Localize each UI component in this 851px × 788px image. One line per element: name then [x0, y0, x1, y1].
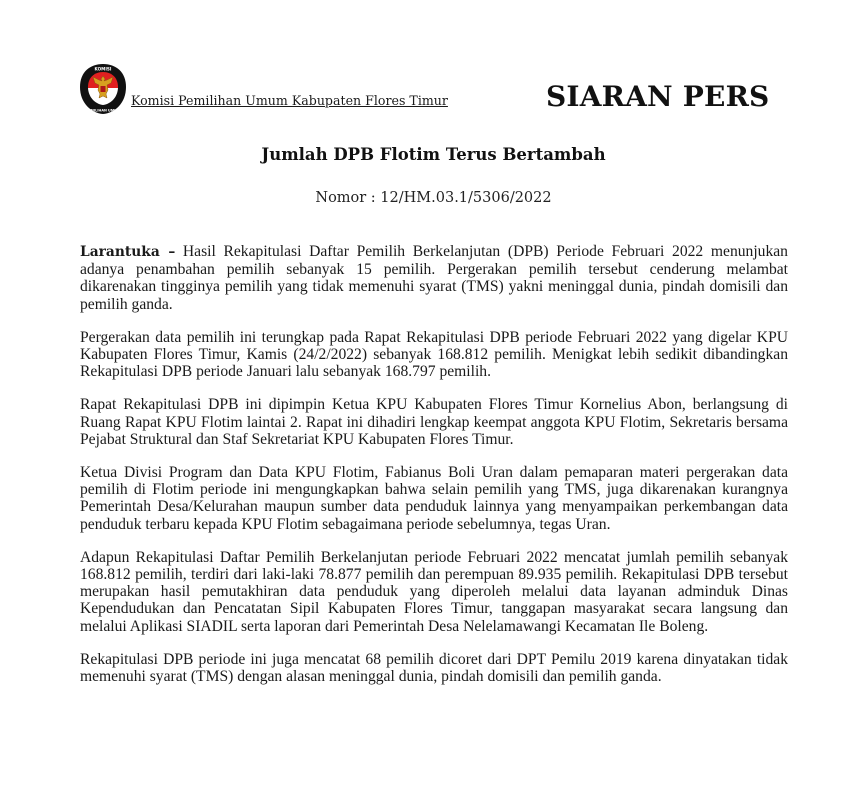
kpu-garuda-emblem-icon — [78, 63, 128, 115]
document-number: Nomor : 12/HM.03.1/5306/2022 — [315, 190, 552, 206]
paragraph-1 — [80, 243, 788, 313]
organization-name: Komisi Pemilihan Umum Kabupaten Flores Timur — [131, 93, 448, 108]
paragraph-4: Ketua Divisi Program dan Data KPU Flotim, Fabianus Boli Uran dalam pemaparan materi pergerakan data pemilih di Flotim periode ini mengungkapkan bahwa selain pemilih yang TMS, juga dikarenakan kurangnya Pemerintah Desa/Kelurahan maupun sumber data penduduk lainnya yang menyampaikan perkembangan data penduduk terbaru kepada KPU Flotim sebagaimana periode sebelumnya, tegas Uran. — [80, 464, 788, 533]
paragraph-5: Adapun Rekapitulasi Daftar Pemilih Berkelanjutan periode Februari 2022 mencatat jumlah pemilih sebanyak 168.812 pemilih, terdiri dari laki-laki 78.877 pemilih dan perempuan 89.935 pemilih. Rekapitulasi DPB tersebut merupakan hasil pemutakhiran data penduduk yang diperoleh melalui data layanan adminduk Dinas Kependudukan dan Pencatatan Sipil Kabupaten Flores Timur, tanggapan masyarakat secara langsung dan melalui Aplikasi SIADIL serta laporan dari Pemerintah Desa Nelelamawangi Kecamatan Ile Boleng. — [80, 548, 788, 635]
paragraph-3: Rapat Rekapitulasi DPB ini dipimpin Ketua KPU Kabupaten Flores Timur Kornelius Abon, berlangsung di Ruang Rapat KPU Flotim laintai 2. Rapat ini dihadiri lengkap keempat anggota KPU Flotim, Sekretaris bersama Pejabat Struktural dan Staf Sekretariat KPU Kabupaten Flores Timur. — [80, 396, 788, 448]
logo-ring-text-bottom: PEMILIHAN UMUM — [85, 108, 121, 113]
paragraph-2: Pergerakan data pemilih ini terungkap pada Rapat Rekapitulasi DPB periode Februari 2022 yang digelar KPU Kabupaten Flores Timur, Kamis (24/2/2022) sebanyak 168.812 pemilih. Menigkat lebih sedikit dibandingkan Rekapitulasi DPB periode Januari lalu sebanyak 168.797 pemilih. — [80, 328, 788, 381]
press-release-body — [80, 243, 788, 701]
document-type-heading: SIARAN PERS — [546, 80, 770, 113]
paragraph-6: Rekapitulasi DPB periode ini juga mencatat 68 pemilih dicoret dari DPT Pemilu 2019 karena dinyatakan tidak memenuhi syarat (TMS) dengan alasan meninggal dunia, pindah domisili dan pemilih ganda. — [80, 650, 788, 686]
press-release-title: Jumlah DPB Flotim Terus Bertambah — [261, 145, 606, 164]
logo-ring-text-top: KOMISI — [94, 66, 112, 72]
dateline: Larantuka – — [80, 244, 176, 260]
kpu-logo-icon — [78, 63, 128, 115]
paragraph-text: Hasil Rekapitulasi Daftar Pemilih Berkelanjutan (DPB) Periode Februari 2022 menunjukan adanya penambahan pemilih sebanyak 15 pemilih. Pergerakan pemilih tersebut cenderung melambat dikarenakan tingginya pemilih yang tidak memenuhi syarat (TMS) yakni meninggal dunia, pindah domisili dan pemilih ganda. — [80, 243, 788, 313]
